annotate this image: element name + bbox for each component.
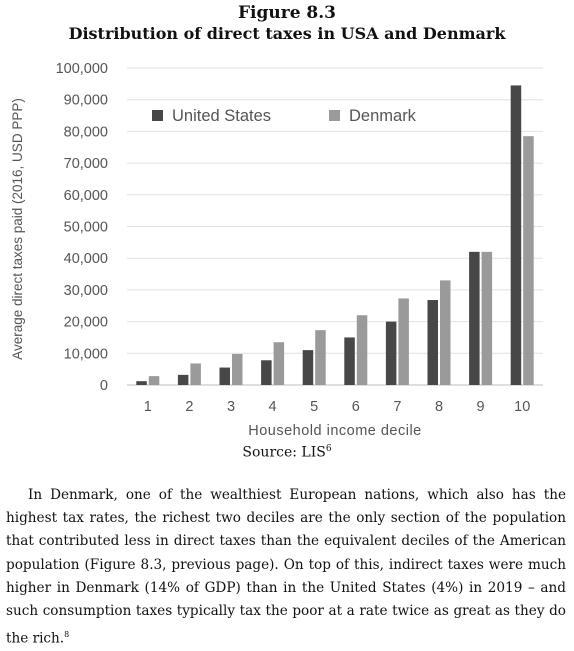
bar-chart: [0, 56, 574, 442]
y-tick-label: 50,000: [63, 219, 108, 236]
bar-united-states-decile-8: [428, 300, 439, 385]
y-tick-label: 60,000: [63, 187, 108, 204]
body-paragraph: [6, 484, 566, 651]
y-tick-label: 40,000: [63, 251, 108, 268]
y-axis-label: Average direct taxes paid (2016, USD PPP): [10, 98, 25, 360]
body-footnote-marker: 8: [64, 630, 70, 640]
bar-united-states-decile-7: [386, 322, 397, 385]
y-tick-label: 70,000: [63, 156, 108, 173]
bars: [136, 85, 533, 385]
legend-label: United States: [172, 107, 272, 125]
source-footnote-marker: 6: [325, 444, 332, 454]
bar-united-states-decile-10: [511, 85, 522, 385]
x-tick-label: 10: [514, 399, 531, 415]
chart-title: Distribution of direct taxes in USA and Denmark: [68, 24, 506, 43]
y-tick-label: 20,000: [63, 314, 108, 331]
source-text: Source: LIS: [242, 444, 326, 461]
x-tick-label: 1: [143, 399, 152, 415]
x-tick-label: 5: [310, 399, 319, 415]
bar-denmark-decile-3: [232, 354, 243, 385]
bar-denmark-decile-6: [357, 315, 368, 385]
bar-denmark-decile-1: [149, 376, 160, 385]
body-paragraph-text: In Denmark, one of the wealthiest European nations, which also has the highest tax rates, the richest two deciles are the only section of the population that contributed less in direct taxes than the equivalent deciles of the American population (Figure 8.3, previous page). On top of this, indirect taxes were much higher in Denmark (14% of GDP) than in the United States (4%) in 2019 – and such consumption taxes typically tax the poor at a rate twice as great as they do the rich.: [6, 487, 566, 647]
bar-denmark-decile-5: [315, 330, 326, 385]
bar-denmark-decile-8: [440, 280, 451, 385]
bar-united-states-decile-4: [261, 360, 272, 385]
figure-label: Figure 8.3: [237, 3, 337, 23]
bar-united-states-decile-6: [344, 337, 355, 385]
bar-denmark-decile-4: [274, 342, 285, 385]
y-axis-ticks: [56, 61, 108, 394]
y-tick-label: 80,000: [63, 124, 108, 141]
x-axis-ticks: [144, 399, 531, 415]
legend: [152, 107, 417, 125]
bar-united-states-decile-9: [469, 252, 480, 385]
x-tick-label: 3: [226, 399, 236, 415]
bar-denmark-decile-7: [398, 298, 409, 385]
source-caption: [0, 444, 574, 461]
bar-united-states-decile-3: [220, 368, 231, 385]
bar-denmark-decile-9: [482, 252, 493, 385]
bar-denmark-decile-2: [190, 363, 201, 385]
x-tick-label: 7: [393, 399, 402, 415]
y-tick-label: 90,000: [63, 92, 108, 109]
legend-swatch: [329, 110, 340, 121]
bar-united-states-decile-1: [136, 381, 147, 385]
y-tick-label: 30,000: [63, 282, 108, 299]
y-tick-label: 100,000: [55, 61, 108, 77]
y-tick-label: 10,000: [63, 346, 108, 363]
x-axis-label: Household income decile: [248, 423, 422, 439]
bar-denmark-decile-10: [523, 136, 534, 385]
legend-swatch: [152, 110, 163, 121]
x-tick-label: 6: [351, 399, 360, 415]
x-tick-label: 2: [185, 399, 194, 415]
x-tick-label: 4: [268, 399, 277, 415]
bar-united-states-decile-5: [303, 350, 314, 385]
legend-label: Denmark: [349, 107, 416, 125]
x-tick-label: 9: [476, 399, 485, 415]
x-tick-label: 8: [434, 399, 444, 415]
bar-united-states-decile-2: [178, 375, 189, 385]
y-tick-label: 0: [99, 378, 108, 394]
